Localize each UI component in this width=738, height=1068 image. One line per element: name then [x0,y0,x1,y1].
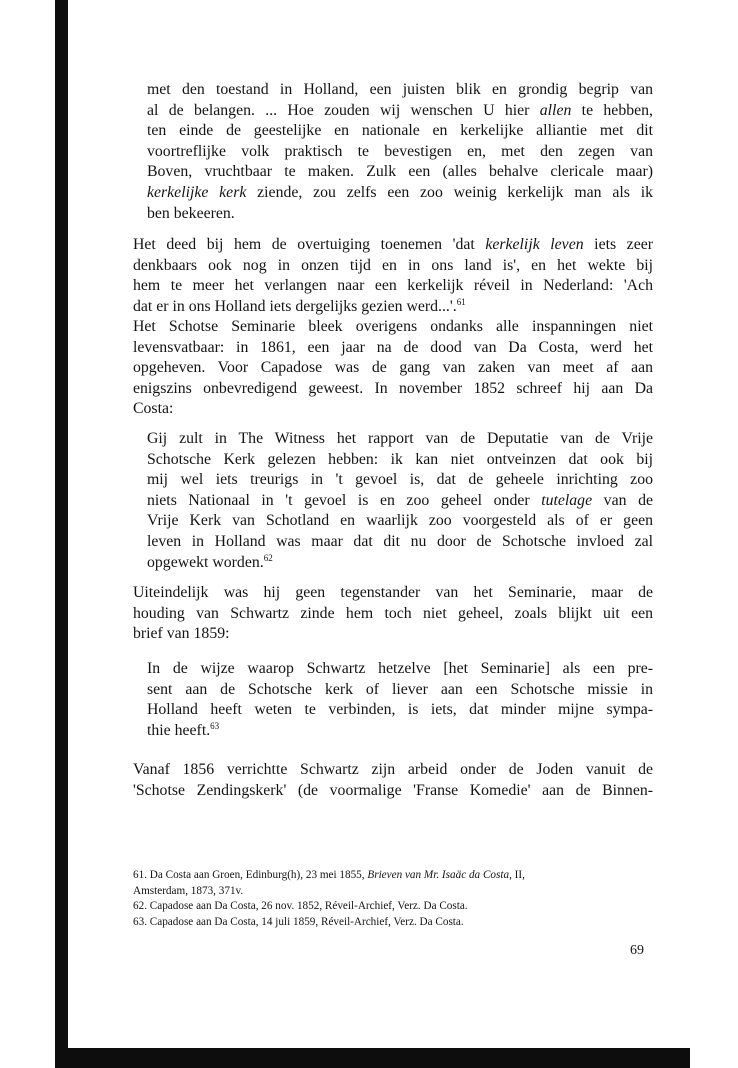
emphasis-kerkelijke-kerk: kerkelijke kerk [147,183,247,201]
quote1-line-1: met den toestand in Holland, een juisten blik en grondig begrip van [147,81,653,98]
quote3-line-1: In de wijze waarop Schwartz hetzelve [het Seminarie] als een pre- [147,660,653,677]
block-quote-3 [147,659,653,741]
footnote-ref-62[interactable]: 62 [263,552,273,563]
quote1-line-7: ben bekeeren. [147,204,235,222]
para2-line-3: opgeheven. Voor Capadose was de gang van zaken van meet af aan [133,359,653,377]
para2-line-2: levensvatbaar: in 1861, een jaar na de dood van Da Costa, werd het [133,338,653,356]
paragraph-3 [133,583,653,645]
quote2-line-6: leven in Holland was maar dat dit nu door de Schotsche invloed zal [147,532,653,550]
para2-line-1: Het Schotse Seminarie bleek overigens ondanks alle inspanningen niet [133,318,653,335]
block-quote-1 [147,80,653,224]
quote2-line-7: opgewekt worden.$^{62}$ [147,552,273,571]
block-quote-2 [147,429,653,573]
quote1-line-2: al de belangen. ... Hoe zouden wij wenschen U hier allen te hebben, [147,101,653,119]
para1-line-2: denkbaars ook nog in onzen tijd en in ons land is', en het wekte bij [133,256,653,274]
quote1-line-4: voortreflijke volk praktisch te bevestigen en, met den zegen van [147,142,653,160]
emphasis-kerkelijk-leven: kerkelijk leven [485,236,584,253]
paragraph-1 [133,235,653,317]
emphasis-allen: allen [539,101,572,119]
quote2-line-1: Gij zult in The Witness het rapport van de Deputatie van de Vrije [147,430,653,447]
footnote-ref-61[interactable]: 61 [456,296,466,307]
emphasis-tutelage: tutelage [541,491,593,509]
para2-line-5: Costa: [133,400,174,418]
paragraph-4 [133,760,653,801]
quote3-line-2: sent aan de Schotsche kerk of liever aan een Schotsche missie in [147,680,653,698]
para1-line-3: hem te meer het verlangen naar een kerkelijk réveil in Nederland: 'Ach [133,277,653,295]
scan-border-left [55,0,68,1068]
para3-line-3: brief van 1859: [133,625,230,643]
footnote-ref-63[interactable]: 63 [210,720,220,731]
quote3-line-4: thie heeft.$^{63}$ [147,720,220,739]
quote2-line-5: Vrije Kerk van Schotland en waarlijk zoo voorgesteld als of er geen [147,512,653,530]
quote3-line-3: Holland heeft weten te verbinden, is iets, dat minder mijne sympa- [147,701,653,719]
quote2-line-3: mij wel iets treurigs in 't gevoel is, dat de geheele inrichting zoo [147,471,653,489]
quote1-line-5: Boven, vruchtbaar te maken. Zulk een (alles behalve clericale maar) [147,163,653,181]
para1-line-1: Het deed bij hem de overtuiging toenemen 'dat kerkelijk leven iets zeer [133,236,653,253]
para1-line-4: dat er in ons Holland iets dergelijks gezien werd...'.$^{61}$ [133,296,466,315]
footnotes [133,868,653,930]
para3-line-2: houding van Schwartz zinde hem toch niet geheel, zoals blijkt uit een [133,604,653,622]
footnote-62: 62. Capadose aan Da Costa, 26 nov. 1852, Réveil-Archief, Verz. Da Costa. [133,900,468,912]
page-number: 69 [630,943,644,958]
para2-line-4: enigszins onbevredigend geweest. In november 1852 schreef hij aan Da [133,379,653,397]
quote2-line-2: Schotsche Kerk gelezen hebben: ik kan niet ontveinzen dat ook bij [147,450,653,468]
footnote-61-title: Brieven van Mr. Isaäc da Costa [367,869,510,881]
footnote-63: 63. Capadose aan Da Costa, 14 juli 1859, Réveil-Archief, Verz. Da Costa. [133,915,464,928]
para4-line-2: 'Schotse Zendingskerk' (de voormalige 'Franse Komedie' aan de Binnen- [133,781,653,799]
quote1-line-3: ten einde de geestelijke en nationale en kerkelijke alliantie met dit [147,122,653,140]
para4-line-1: Vanaf 1856 verrichtte Schwartz zijn arbeid onder de Joden vanuit de [133,761,653,778]
paragraph-2 [133,317,653,420]
para3-line-1: Uiteindelijk was hij geen tegenstander van het Seminarie, maar de [133,584,653,601]
quote1-line-6: kerkelijke kerk ziende, zou zelfs een zoo weinig kerkelijk man als ik [147,183,653,201]
footnote-61-cont: Amsterdam, 1873, 371v. [133,884,244,897]
footnote-61: 61. Da Costa aan Groen, Edinburg(h), 23 mei 1855, Brieven van Mr. Isaäc da Costa, II, [133,869,525,881]
scan-border-bottom [55,1048,690,1068]
quote2-line-4: niets Nationaal in 't gevoel is en zoo geheel onder tutelage van de [147,491,653,509]
